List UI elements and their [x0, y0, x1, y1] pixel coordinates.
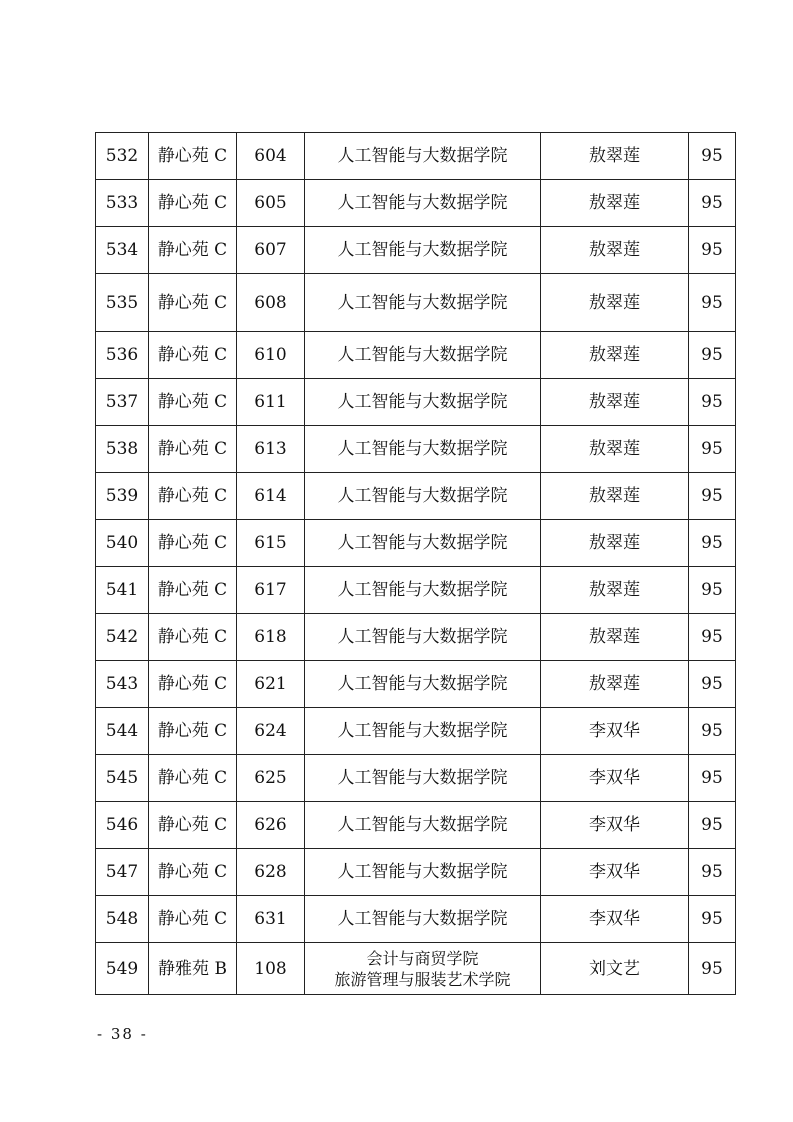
cell-room: 610 [237, 332, 305, 379]
table-row [96, 180, 736, 227]
cell-manager: 刘文艺 [541, 943, 689, 995]
cell-building: 静心苑 C [149, 426, 237, 473]
cell-college [305, 755, 541, 802]
cell-score: 95 [689, 802, 736, 849]
cell-score: 95 [689, 708, 736, 755]
cell-room: 617 [237, 567, 305, 614]
cell-building: 静心苑 C [149, 180, 237, 227]
college-name: 人工智能与大数据学院 [337, 345, 508, 365]
college-name: 人工智能与大数据学院 [337, 721, 508, 741]
cell-college [305, 802, 541, 849]
cell-score: 95 [689, 274, 736, 332]
cell-college [305, 943, 541, 995]
cell-score: 95 [689, 227, 736, 274]
college-name: 人工智能与大数据学院 [337, 674, 508, 694]
table-row [96, 943, 736, 995]
cell-score: 95 [689, 473, 736, 520]
cell-score: 95 [689, 896, 736, 943]
cell-manager: 敖翠莲 [541, 473, 689, 520]
cell-room: 607 [237, 227, 305, 274]
cell-building: 静心苑 C [149, 227, 237, 274]
cell-number: 547 [96, 849, 149, 896]
cell-manager: 敖翠莲 [541, 133, 689, 180]
cell-college [305, 849, 541, 896]
cell-score: 95 [689, 426, 736, 473]
cell-room: 605 [237, 180, 305, 227]
college-name: 人工智能与大数据学院 [337, 146, 508, 166]
cell-score: 95 [689, 943, 736, 995]
cell-number: 533 [96, 180, 149, 227]
cell-number: 549 [96, 943, 149, 995]
college-name: 会计与商贸学院 [366, 948, 479, 968]
cell-college [305, 227, 541, 274]
cell-building: 静心苑 C [149, 567, 237, 614]
page-number: - 38 - [97, 1025, 148, 1043]
cell-manager: 李双华 [541, 708, 689, 755]
cell-number: 548 [96, 896, 149, 943]
dormitory-score-table-container [95, 132, 736, 995]
table-row [96, 567, 736, 614]
cell-number: 535 [96, 274, 149, 332]
cell-building: 静心苑 C [149, 379, 237, 426]
cell-manager: 敖翠莲 [541, 661, 689, 708]
cell-manager: 敖翠莲 [541, 227, 689, 274]
cell-college [305, 520, 541, 567]
college-name: 人工智能与大数据学院 [337, 292, 508, 313]
cell-building: 静心苑 C [149, 133, 237, 180]
college-name: 人工智能与大数据学院 [337, 862, 508, 882]
college-name: 人工智能与大数据学院 [337, 533, 508, 553]
table-row [96, 755, 736, 802]
cell-number: 532 [96, 133, 149, 180]
cell-college [305, 332, 541, 379]
cell-number: 540 [96, 520, 149, 567]
cell-college [305, 133, 541, 180]
college-name: 人工智能与大数据学院 [337, 815, 508, 835]
cell-building: 静心苑 C [149, 473, 237, 520]
cell-score: 95 [689, 520, 736, 567]
cell-college [305, 180, 541, 227]
college-name: 人工智能与大数据学院 [337, 486, 508, 506]
cell-manager: 李双华 [541, 755, 689, 802]
table-row [96, 849, 736, 896]
cell-manager: 敖翠莲 [541, 426, 689, 473]
cell-score: 95 [689, 133, 736, 180]
cell-college [305, 661, 541, 708]
college-name: 人工智能与大数据学院 [337, 193, 508, 213]
table-row [96, 614, 736, 661]
cell-room: 618 [237, 614, 305, 661]
cell-manager: 敖翠莲 [541, 274, 689, 332]
cell-score: 95 [689, 332, 736, 379]
cell-room: 626 [237, 802, 305, 849]
cell-room: 613 [237, 426, 305, 473]
cell-college [305, 426, 541, 473]
table-row [96, 473, 736, 520]
college-name: 人工智能与大数据学院 [337, 240, 508, 260]
cell-score: 95 [689, 180, 736, 227]
cell-number: 546 [96, 802, 149, 849]
cell-number: 538 [96, 426, 149, 473]
cell-number: 542 [96, 614, 149, 661]
table-row [96, 379, 736, 426]
cell-score: 95 [689, 614, 736, 661]
cell-manager: 李双华 [541, 802, 689, 849]
cell-number: 537 [96, 379, 149, 426]
college-name: 人工智能与大数据学院 [337, 909, 508, 929]
cell-score: 95 [689, 755, 736, 802]
cell-room: 604 [237, 133, 305, 180]
cell-building: 静心苑 C [149, 755, 237, 802]
cell-building: 静心苑 C [149, 708, 237, 755]
cell-room: 608 [237, 274, 305, 332]
cell-college [305, 567, 541, 614]
cell-room: 628 [237, 849, 305, 896]
cell-room: 625 [237, 755, 305, 802]
table-row [96, 426, 736, 473]
cell-college [305, 708, 541, 755]
cell-number: 543 [96, 661, 149, 708]
cell-manager: 敖翠莲 [541, 614, 689, 661]
table-row [96, 332, 736, 379]
cell-manager: 敖翠莲 [541, 520, 689, 567]
cell-college [305, 379, 541, 426]
cell-building: 静心苑 C [149, 332, 237, 379]
cell-number: 545 [96, 755, 149, 802]
cell-building: 静心苑 C [149, 520, 237, 567]
cell-building: 静心苑 C [149, 274, 237, 332]
cell-building: 静心苑 C [149, 896, 237, 943]
cell-score: 95 [689, 379, 736, 426]
cell-building: 静心苑 C [149, 849, 237, 896]
cell-room: 614 [237, 473, 305, 520]
college-name: 人工智能与大数据学院 [337, 580, 508, 600]
table-row [96, 227, 736, 274]
cell-score: 95 [689, 849, 736, 896]
cell-building: 静雅苑 B [149, 943, 237, 995]
cell-manager: 敖翠莲 [541, 379, 689, 426]
cell-college [305, 274, 541, 332]
table-row [96, 896, 736, 943]
college-name: 旅游管理与服装艺术学院 [334, 969, 511, 989]
cell-manager: 敖翠莲 [541, 567, 689, 614]
cell-college [305, 473, 541, 520]
cell-number: 536 [96, 332, 149, 379]
cell-building: 静心苑 C [149, 614, 237, 661]
cell-building: 静心苑 C [149, 802, 237, 849]
college-name: 人工智能与大数据学院 [337, 627, 508, 647]
college-name: 人工智能与大数据学院 [337, 392, 508, 412]
cell-score: 95 [689, 567, 736, 614]
cell-room: 615 [237, 520, 305, 567]
cell-college [305, 896, 541, 943]
cell-building: 静心苑 C [149, 661, 237, 708]
table-row [96, 661, 736, 708]
table-row [96, 133, 736, 180]
cell-number: 534 [96, 227, 149, 274]
college-name: 人工智能与大数据学院 [337, 768, 508, 788]
cell-score: 95 [689, 661, 736, 708]
cell-number: 544 [96, 708, 149, 755]
cell-room: 621 [237, 661, 305, 708]
cell-college [305, 614, 541, 661]
table-body [96, 133, 736, 995]
cell-manager: 敖翠莲 [541, 332, 689, 379]
cell-number: 539 [96, 473, 149, 520]
cell-room: 108 [237, 943, 305, 995]
table-row [96, 274, 736, 332]
cell-number: 541 [96, 567, 149, 614]
cell-manager: 敖翠莲 [541, 180, 689, 227]
cell-manager: 李双华 [541, 896, 689, 943]
cell-manager: 李双华 [541, 849, 689, 896]
cell-room: 631 [237, 896, 305, 943]
table-row [96, 520, 736, 567]
table-row [96, 802, 736, 849]
dormitory-score-table [95, 132, 736, 995]
cell-room: 624 [237, 708, 305, 755]
college-name: 人工智能与大数据学院 [337, 439, 508, 459]
cell-room: 611 [237, 379, 305, 426]
table-row [96, 708, 736, 755]
